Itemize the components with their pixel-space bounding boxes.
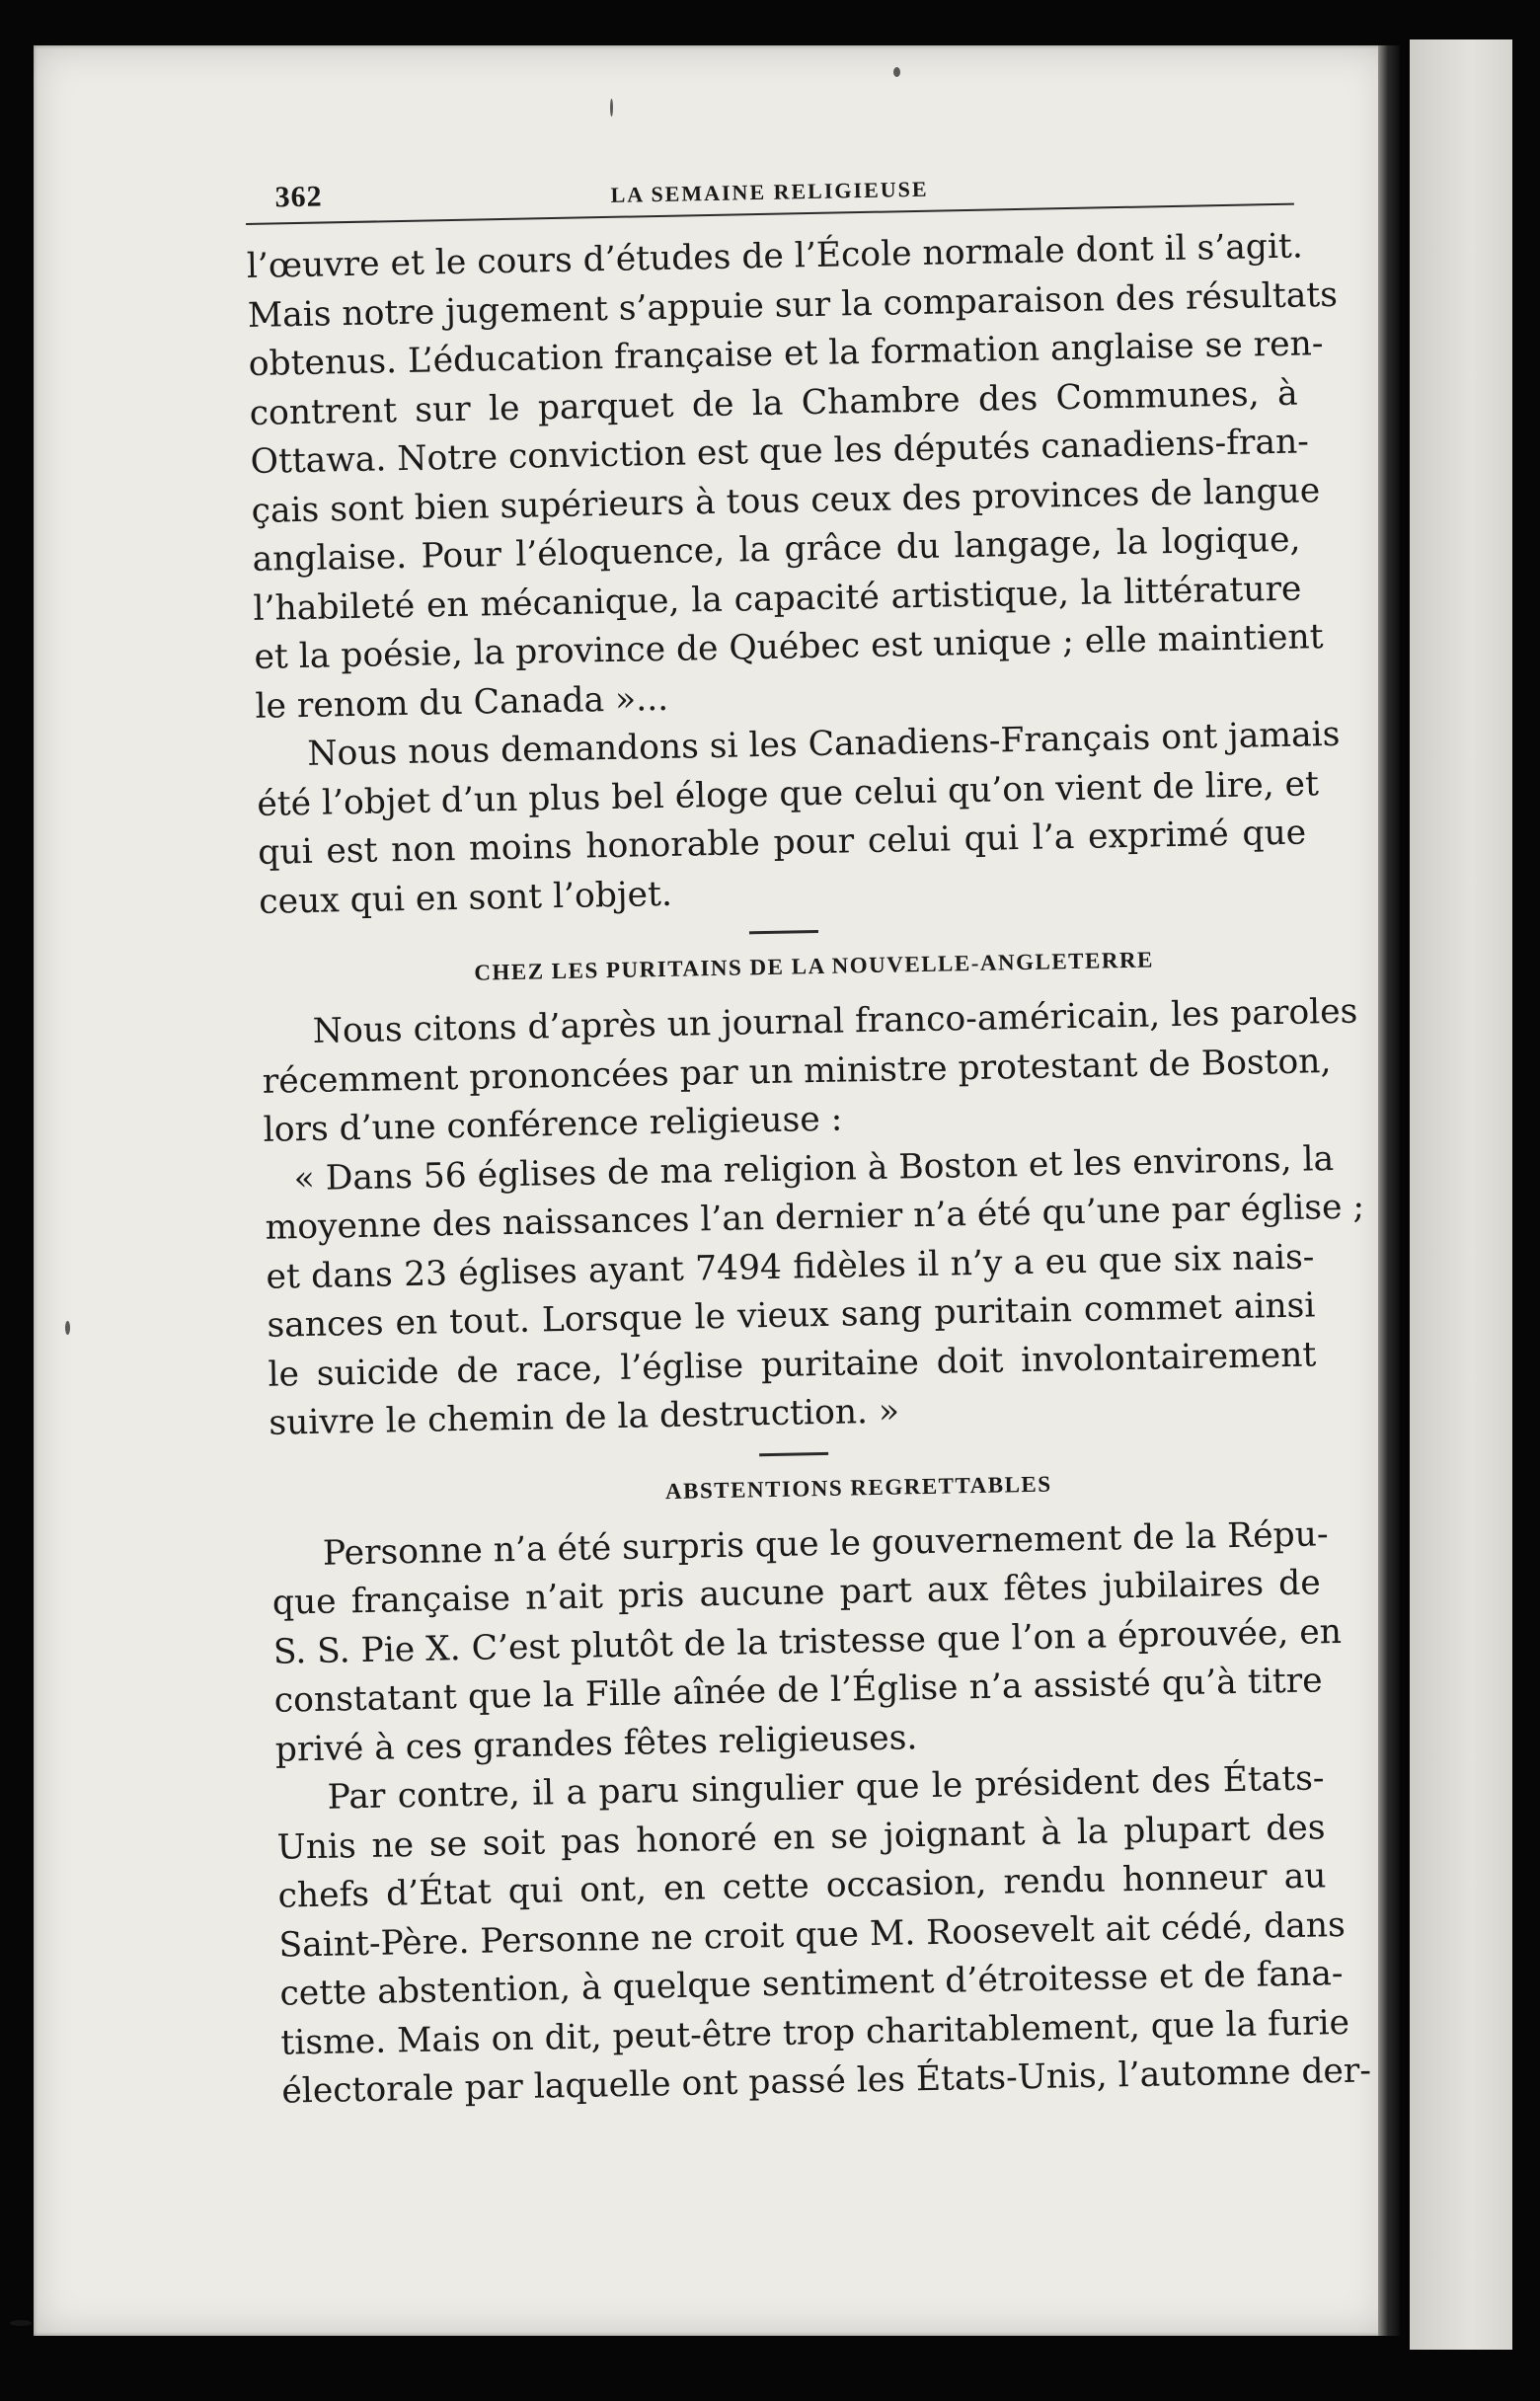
text-line: et la poésie, la province de Québec est unique ; elle maintient bbox=[254, 617, 1324, 677]
text-line: chefs d’État qui ont, en cette occasion, rendu honneur au bbox=[277, 1856, 1327, 1916]
text-line: S. S. Pie X. C’est plutôt de la tristesse que l’on a éprouvée, en bbox=[272, 1611, 1343, 1672]
text-line: tisme. Mais on dit, peut-être trop charitablement, que la furie bbox=[280, 2002, 1350, 2063]
text-line: l’habileté en mécanique, la capacité artistique, la littérature bbox=[253, 569, 1302, 629]
dust-speck bbox=[610, 99, 613, 116]
section-title: ABSTENTIONS REGRETTABLES bbox=[664, 1471, 1052, 1504]
text-line: Ottawa. Notre conviction est que les députés canadiens-fran- bbox=[250, 422, 1310, 482]
text-line: sances en tout. Lorsque le vieux sang puritain commet ainsi bbox=[267, 1285, 1316, 1346]
text-line: le renom du Canada »... bbox=[255, 678, 669, 727]
running-head: LA SEMAINE RELIGIEUSE bbox=[610, 176, 929, 207]
text-line: contrent sur le parquet de la Chambre des Communes, à bbox=[249, 373, 1298, 433]
quotation-paragraph bbox=[264, 1135, 1365, 1448]
text-line: Mais notre jugement s’appuie sur la comparaison des résultats bbox=[247, 274, 1339, 336]
text-line: « Dans 56 églises de ma religion à Boston et les environs, la bbox=[293, 1138, 1335, 1199]
text-line: privé à ces grandes fêtes religieuses. bbox=[274, 1717, 918, 1770]
text-line: ceux qui en sont l’objet. bbox=[258, 874, 673, 922]
text-line: Par contre, il a paru singulier que le président des États- bbox=[327, 1758, 1325, 1818]
text-line: l’œuvre et le cours d’études de l’École normale dont il s’agit. bbox=[246, 226, 1304, 286]
text-line: constatant que la Fille aînée de l’Église n’a assisté qu’à titre bbox=[273, 1661, 1324, 1721]
text-line: Nous nous demandons si les Canadiens-Français ont jamais bbox=[307, 714, 1341, 774]
section-divider bbox=[749, 930, 818, 934]
section-divider bbox=[759, 1451, 828, 1455]
adjacent-page-edge bbox=[1410, 39, 1512, 2350]
text-line: Personne n’a été surpris que le gouvernement de la Répu- bbox=[322, 1513, 1329, 1574]
section-title: CHEZ LES PURITAINS DE LA NOUVELLE-ANGLETERRE bbox=[474, 947, 1155, 985]
page-gutter-shadow bbox=[1378, 45, 1400, 2336]
text-line: anglaise. Pour l’éloquence, la grâce du langage, la logique, bbox=[252, 519, 1301, 580]
text-line: récemment prononcées par un ministre protestant de Boston, bbox=[262, 1041, 1332, 1102]
text-line: le suicide de race, l’église puritaine doit involontairement bbox=[268, 1334, 1317, 1395]
paragraph-commentary bbox=[256, 712, 1341, 927]
text-line: lors d’une conférence religieuse : bbox=[263, 1099, 843, 1150]
text-line: suivre le chemin de la destruction. » bbox=[269, 1391, 900, 1443]
text-line: obtenus. L’éducation française et la formation anglaise se ren- bbox=[248, 324, 1324, 384]
text-line: qui est non moins honorable pour celui qui l’a exprimé que bbox=[257, 813, 1307, 873]
text-line: Saint-Père. Personne ne croit que M. Roosevelt ait cédé, dans bbox=[278, 1904, 1347, 1966]
section-intro-paragraph bbox=[261, 988, 1358, 1155]
dust-speck bbox=[10, 2320, 32, 2326]
text-line: Nous citons d’après un journal franco-américain, les paroles bbox=[312, 991, 1358, 1051]
dust-speck bbox=[893, 67, 900, 77]
text-line: été l’objet d’un plus bel éloge que celui qu’on vient de lire, et bbox=[256, 763, 1320, 824]
text-line: Unis ne se soit pas honoré en se joignant à la plupart des bbox=[276, 1807, 1326, 1868]
page-text-block bbox=[245, 148, 1372, 2118]
text-line: çais sont bien supérieurs à tous ceux des provinces de langue bbox=[251, 470, 1321, 531]
text-line: et dans 23 églises ayant 7494 fidèles il n’y a eu que six nais- bbox=[266, 1236, 1315, 1297]
text-line: que française n’ait pris aucune part aux fêtes jubilaires de bbox=[271, 1563, 1322, 1623]
text-line: moyenne des naissances l’an dernier n’a été qu’une par église ; bbox=[265, 1187, 1365, 1248]
paragraph-united-states bbox=[275, 1754, 1372, 2117]
dust-speck bbox=[65, 1321, 70, 1335]
text-line: cette abstention, à quelque sentiment d’étroitesse et de fana- bbox=[279, 1953, 1344, 2014]
paragraph-republic bbox=[271, 1510, 1343, 1775]
page-number: 362 bbox=[274, 180, 323, 214]
text-line: électorale par laquelle ont passé les États-Unis, l’automne der- bbox=[281, 2051, 1372, 2112]
paragraph-continuation bbox=[246, 223, 1339, 732]
